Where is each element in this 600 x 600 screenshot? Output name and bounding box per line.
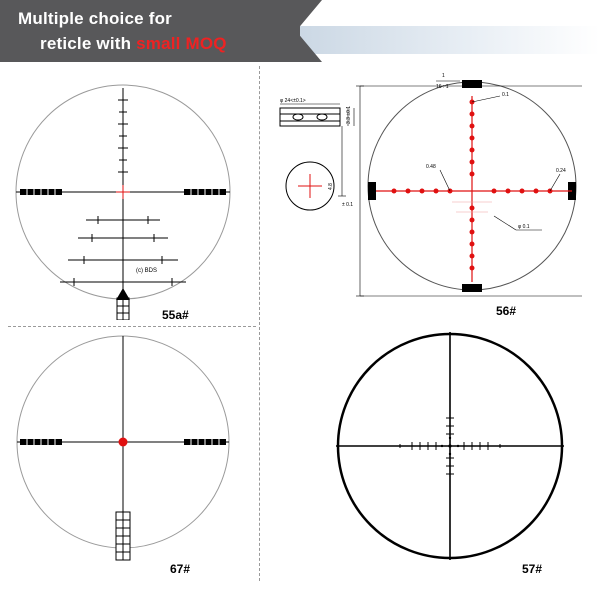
- reticle-drawing-57: [330, 328, 580, 580]
- reticle-caption-57: 57#: [522, 562, 543, 576]
- bdc-mark-label: (c) BDS: [136, 268, 157, 274]
- reticle-caption-56: 56#: [496, 304, 517, 318]
- reticle-panel-55a: [8, 70, 252, 320]
- reticle-drawing-67: [8, 330, 252, 580]
- dim-33-label: 3.3 ±0.1: [346, 105, 352, 124]
- reticle-panel-67: [8, 330, 252, 580]
- ratio-numerator: 1: [442, 73, 445, 79]
- banner-title: [18, 6, 308, 56]
- reticle-caption-67: 67#: [170, 562, 191, 576]
- dim-phi24-label: φ 24<±0.1>: [280, 98, 306, 104]
- banner-line2-highlight: small MOQ: [136, 34, 227, 53]
- label-phi01: φ 0.1: [518, 224, 530, 230]
- label-01: 0.1: [502, 92, 509, 98]
- reticle-drawing-55a: [8, 70, 252, 320]
- banner-title-line2: [40, 31, 308, 56]
- reticle-panel-56: [264, 66, 598, 322]
- dim-48-label: 4.8: [328, 183, 334, 190]
- vertical-divider: [259, 66, 260, 581]
- banner-title-line1: Multiple choice for: [18, 9, 172, 28]
- ratio-denominator: 16 : 1: [436, 84, 449, 90]
- header-banner: [0, 0, 600, 62]
- horizontal-divider: [8, 326, 256, 327]
- banner-line2-prefix: reticle with: [40, 34, 137, 53]
- label-024: 0.24: [556, 168, 566, 174]
- reticle-caption-55a: 55a#: [162, 308, 189, 322]
- center-dot: [119, 438, 128, 447]
- reticle-panel-57: [330, 328, 580, 580]
- label-048: 0.48: [426, 164, 436, 170]
- reticle-drawing-56: [264, 66, 598, 322]
- banner-gradient-strip: [286, 26, 600, 54]
- dim-pm01-label: ± 0.1: [342, 202, 354, 208]
